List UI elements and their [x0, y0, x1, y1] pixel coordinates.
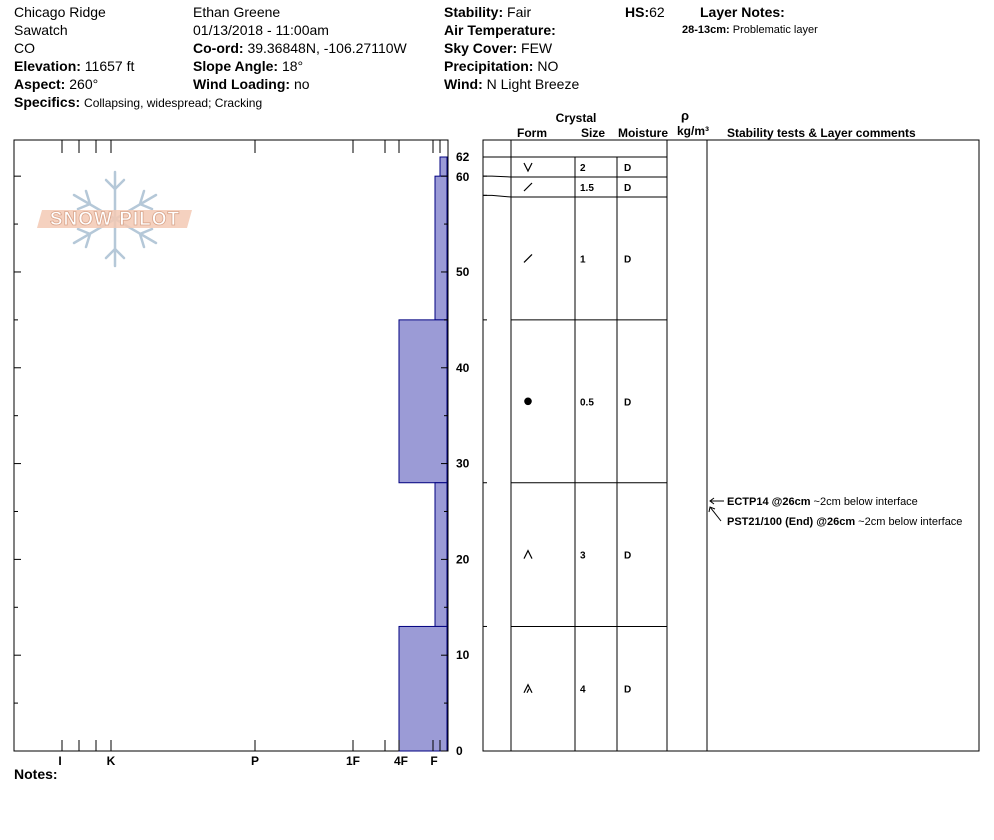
- layer-notes-label: Layer Notes:: [700, 4, 785, 20]
- elevation-label: Elevation:: [14, 58, 81, 74]
- test-comment: ~2cm below interface: [810, 496, 918, 508]
- layer-table: [483, 140, 979, 751]
- layer-note-depth: 28-13cm:: [682, 24, 730, 36]
- moisture-0: D: [624, 163, 632, 174]
- stability-header: Stability tests & Layer comments: [727, 126, 916, 140]
- hardness-frame: [14, 140, 448, 751]
- hardness-tick-label-5: F: [430, 754, 438, 768]
- layer-note-text: Problematic layer: [732, 24, 818, 36]
- crystal-size-5: 4: [580, 684, 586, 696]
- depth-hoar-chains-mark: [527, 689, 529, 693]
- test-result: PST21/100 (End) @26cm: [727, 516, 856, 528]
- logo-text: SNOW PILOT: [49, 209, 181, 230]
- state: CO: [14, 40, 35, 56]
- stability-value: Fair: [507, 4, 532, 20]
- test-text-1: [727, 516, 962, 528]
- mountain-range: Sawatch: [14, 22, 68, 38]
- rounded-grains-icon: [525, 398, 531, 404]
- crystal-form-icon-2: [524, 254, 532, 262]
- slope-label: Slope Angle:: [193, 58, 279, 74]
- hardness-bar-1: [435, 176, 447, 320]
- density-symbol: ρ: [680, 108, 690, 123]
- wind-loading-value: no: [293, 76, 310, 92]
- aspect-label: Aspect:: [14, 76, 66, 92]
- aspect-value: 260°: [69, 76, 99, 92]
- coord-value: 39.36848N, -106.27110W: [247, 40, 407, 56]
- hardness-bar-0: [440, 157, 447, 176]
- observation-datetime: 01/13/2018 - 11:00am: [193, 22, 329, 38]
- stability-test-0: [710, 496, 918, 508]
- wind-value: N Light Breeze: [486, 76, 580, 92]
- hardness-tick-label-2: P: [250, 754, 260, 768]
- depth-connector-2: [483, 195, 511, 197]
- stability-label: Stability:: [444, 4, 504, 20]
- elevation-value: 11657 ft: [84, 58, 135, 74]
- wind-loading-label: Wind Loading:: [193, 76, 291, 92]
- location-name: Chicago Ridge: [14, 4, 106, 20]
- depth-connector-1: [483, 176, 511, 177]
- slope-value: 18°: [281, 58, 304, 74]
- specifics-label: Specifics:: [14, 94, 81, 110]
- hardness-tick-label-3: 1F: [345, 754, 361, 768]
- air-temperature-label: Air Temperature:: [444, 22, 556, 38]
- hardness-tick-label-1: K: [106, 754, 116, 768]
- moisture-3: D: [624, 397, 632, 409]
- coord-label: Co-ord:: [193, 40, 244, 56]
- moisture-2: D: [624, 254, 632, 266]
- observer-name: Ethan Greene: [193, 4, 281, 20]
- precipitation-particles-icon: [524, 254, 532, 262]
- crystal-header: Crystal: [555, 111, 597, 125]
- notes-label: Notes:: [14, 766, 58, 782]
- depth-label-50: 50: [456, 264, 470, 279]
- moisture-4: D: [624, 550, 632, 562]
- crystal-size-4: 3: [580, 550, 586, 562]
- stability-test-1: [709, 507, 962, 528]
- hs-value: 62: [649, 4, 665, 20]
- hardness-bar-2: [399, 320, 447, 483]
- table-frame: [483, 140, 979, 751]
- precipitation-particles-icon: [524, 183, 532, 191]
- depth-label-30: 30: [456, 456, 470, 471]
- depth-label-10: 10: [456, 648, 470, 663]
- crystal-size-3: 0.5: [580, 397, 594, 409]
- depth-label-40: 40: [456, 360, 470, 375]
- crystal-form-icon-4: [524, 551, 532, 559]
- specifics-value: Collapsing, widespread; Cracking: [84, 96, 263, 110]
- precip-label: Precipitation:: [444, 58, 534, 74]
- test-comment: ~2cm below interface: [855, 516, 963, 528]
- hardness-tick-label-4: 4F: [393, 754, 409, 768]
- precip-value: NO: [537, 58, 559, 74]
- snowpilot-logo: [37, 172, 192, 266]
- crystal-form-icon-5: [524, 685, 532, 693]
- sky-value: FEW: [521, 40, 553, 56]
- hardness-bar-4: [399, 626, 447, 751]
- moisture-header: Moisture: [617, 126, 669, 140]
- crystal-size-2: 1: [580, 254, 586, 266]
- hardness-bar-3: [435, 483, 447, 627]
- crystal-form-icon-3: [525, 398, 531, 404]
- test-result: ECTP14 @26cm: [727, 496, 811, 508]
- depth-label-60: 60: [456, 170, 470, 185]
- test-arrow-1: [710, 507, 721, 521]
- test-text-0: [727, 496, 918, 508]
- form-header: Form: [517, 126, 547, 140]
- depth-label-0: 0: [456, 744, 463, 758]
- hardness-panel: [14, 140, 470, 768]
- crystal-form-icon-0: [524, 163, 532, 171]
- crystal-size-0: 2: [580, 163, 586, 174]
- hs-label: HS:: [625, 4, 650, 20]
- moisture-5: D: [624, 684, 632, 696]
- crystal-form-icon-1: [524, 183, 532, 191]
- surface-hoar-icon: [524, 163, 532, 171]
- hardness-tick-label-0: I: [58, 754, 62, 768]
- depth-hoar-icon: [524, 551, 532, 559]
- crystal-size-1: 1.5: [580, 183, 594, 194]
- moisture-1: D: [624, 183, 632, 194]
- depth-label-62: 62: [456, 150, 470, 164]
- depth-label-20: 20: [456, 552, 470, 567]
- sky-label: Sky Cover:: [444, 40, 518, 56]
- wind-label: Wind:: [444, 76, 483, 92]
- size-header: Size: [580, 126, 606, 140]
- density-unit: kg/m³: [676, 124, 710, 138]
